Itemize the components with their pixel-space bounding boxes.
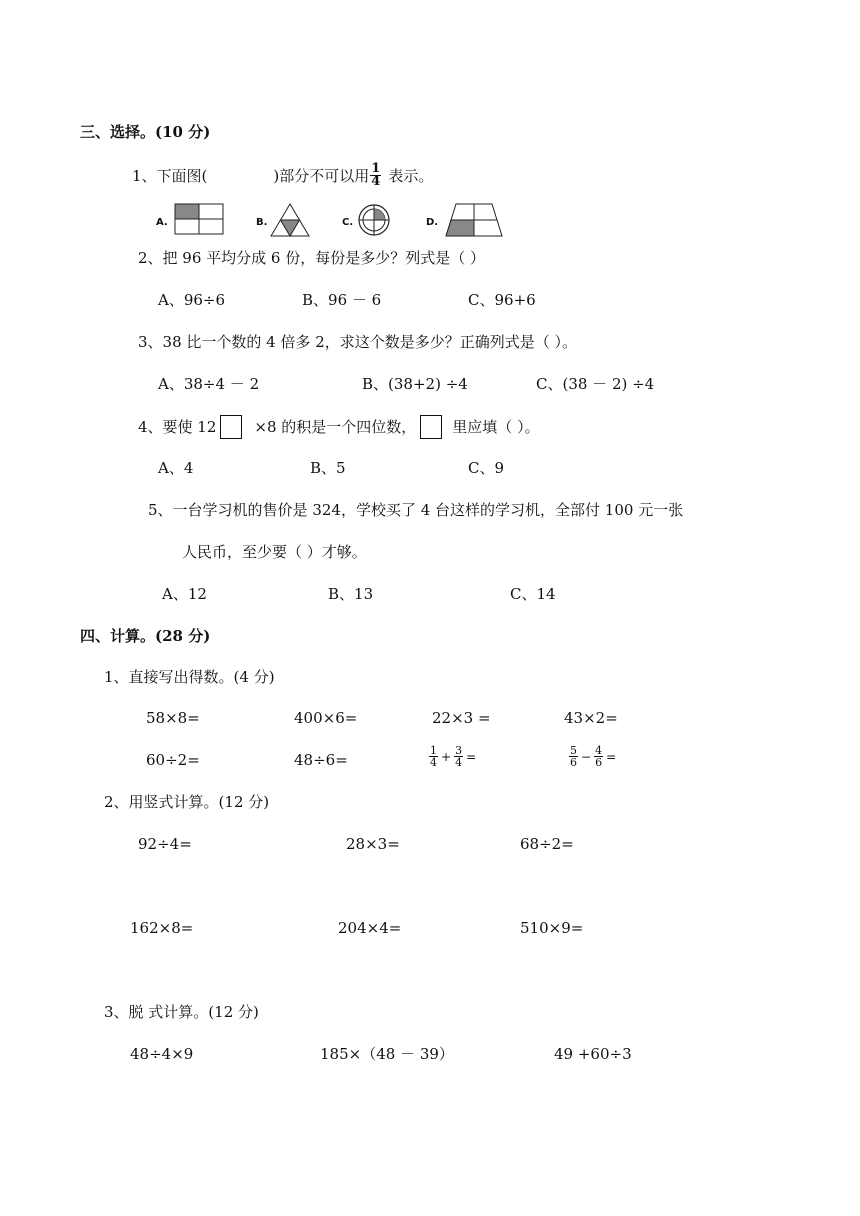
q3-option-a: A、38÷4 － 2 bbox=[158, 375, 260, 393]
calc-item: 60÷2= bbox=[146, 751, 200, 769]
fraction-subtraction: $\frac{5}{6}$ − $\frac{4}{6}$ = bbox=[570, 744, 617, 769]
question-5-line-2: 人民币，至少要（ ）才够。 bbox=[182, 543, 367, 561]
q5-option-c: C、14 bbox=[510, 585, 556, 603]
step-calc-item: 185×（48 － 39） bbox=[320, 1045, 454, 1063]
vertical-calc-item: 68÷2= bbox=[520, 835, 574, 853]
option-d-label: D. bbox=[426, 217, 439, 228]
q1-options bbox=[156, 203, 446, 237]
q4-option-b: B、5 bbox=[310, 459, 346, 477]
fraction: $\frac{4}{6}$ bbox=[595, 744, 603, 769]
calc-item: 400×6= bbox=[294, 709, 358, 727]
step-calc-item: 48÷4×9 bbox=[130, 1045, 194, 1063]
q3-option-c: C、(38 － 2) ÷4 bbox=[536, 375, 655, 393]
option-d-trapezoid-figure bbox=[444, 203, 504, 237]
fraction-addition: $\frac{1}{4}$ + $\frac{3}{4}$ = bbox=[430, 744, 477, 769]
step-calc-item: 49 +60÷3 bbox=[554, 1045, 632, 1063]
q4-option-c: C、9 bbox=[468, 459, 505, 477]
q2-option-c: C、96+6 bbox=[468, 291, 536, 309]
q5-option-b: B、13 bbox=[328, 585, 374, 603]
calc-item: 48÷6= bbox=[294, 751, 348, 769]
q4-text-pre: 4、要使 12 bbox=[138, 418, 217, 436]
q4-option-a: A、4 bbox=[158, 459, 194, 477]
section-4-title: 四、计算。(28 分) bbox=[80, 627, 211, 645]
q2-option-b: B、96 － 6 bbox=[302, 291, 382, 309]
option-b-triangle-figure bbox=[270, 203, 310, 237]
question-5-line-1: 5、一台学习机的售价是 324，学校买了 4 台这样的学习机，全部付 100 元一张 bbox=[148, 501, 684, 519]
section-3-title: 三、选择。(10 分) bbox=[80, 123, 211, 141]
part-3-title: 3、脱 式计算。(12 分) bbox=[104, 1003, 259, 1021]
q5-option-a: A、12 bbox=[162, 585, 207, 603]
vertical-calc-item: 92÷4= bbox=[138, 835, 192, 853]
q1-text-post: 表示。 bbox=[388, 166, 434, 185]
option-a-label: A. bbox=[156, 217, 168, 228]
option-c-circle-figure bbox=[356, 203, 392, 237]
q1-text-mid: )部分不可以用 bbox=[273, 166, 370, 185]
option-c-label: C. bbox=[342, 217, 354, 228]
blank-box bbox=[220, 415, 242, 439]
fraction: $\frac{3}{4}$ bbox=[455, 744, 463, 769]
calc-item: 58×8= bbox=[146, 709, 200, 727]
fraction-one-quarter: $\frac{1}{4}$ bbox=[371, 161, 381, 189]
q4-text-mid: ×8 的积是一个四位数， bbox=[254, 418, 417, 436]
q2-option-a: A、96÷6 bbox=[158, 291, 226, 309]
question-2: 2、把 96 平均分成 6 份，每份是多少？列式是（ ） bbox=[138, 249, 486, 267]
option-a-rectangle-figure bbox=[174, 203, 226, 235]
vertical-calc-item: 28×3= bbox=[346, 835, 400, 853]
question-3: 3、38 比一个数的 4 倍多 2，求这个数是多少？正确列式是（ ）。 bbox=[138, 333, 578, 351]
question-4 bbox=[138, 414, 540, 440]
option-b-label: B. bbox=[256, 217, 268, 228]
part-1-title: 1、直接写出得数。(4 分) bbox=[104, 668, 275, 686]
calc-item: 43×2= bbox=[564, 709, 618, 727]
q3-option-b: B、(38+2) ÷4 bbox=[362, 375, 468, 393]
fraction: $\frac{5}{6}$ bbox=[570, 744, 577, 769]
vertical-calc-item: 162×8= bbox=[130, 919, 194, 937]
part-2-title: 2、用竖式计算。(12 分) bbox=[104, 793, 270, 811]
vertical-calc-item: 204×4= bbox=[338, 919, 402, 937]
vertical-calc-item: 510×9= bbox=[520, 919, 584, 937]
q1-text-pre: 1、下面图( bbox=[132, 166, 208, 185]
q4-text-post: 里应填（ ）。 bbox=[452, 418, 540, 436]
question-1 bbox=[132, 163, 433, 188]
calc-item: 22×3 = bbox=[432, 709, 491, 727]
blank-box bbox=[420, 415, 442, 439]
fraction: $\frac{1}{4}$ bbox=[430, 744, 437, 769]
